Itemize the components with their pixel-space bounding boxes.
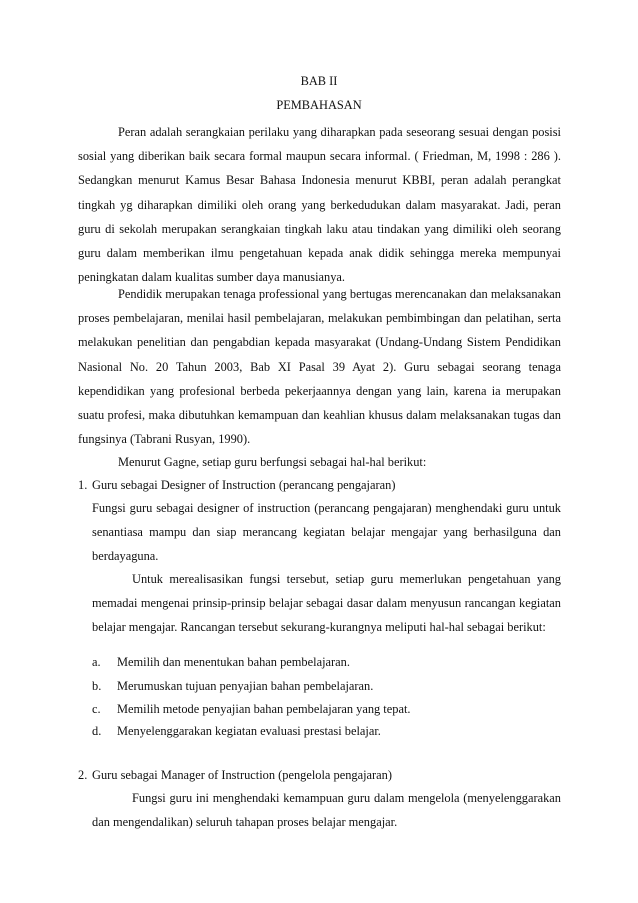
list-item-designer xyxy=(78,473,561,497)
paragraph-gagne-intro: Menurut Gagne, setiap guru berfungsi sebagai hal-hal berikut: xyxy=(118,455,427,469)
chapter-label: BAB II xyxy=(300,74,338,88)
sub-item-text: Menyelenggarakan kegiatan evaluasi prestasi belajar. xyxy=(117,724,381,738)
sub-item-letter: c. xyxy=(92,702,101,716)
sub-item-letter: a. xyxy=(92,655,101,669)
paragraph-designer-realization: Untuk merealisasikan fungsi tersebut, setiap guru memerlukan pengetahuan yang memadai mengenai prinsip-prinsip belajar sebagai dasar dalam menyusun rancangan kegiatan belajar mengajar. Rancangan tersebut sekurang-kurangnya meliputi hal-hal sebagai berikut: xyxy=(92,572,561,635)
list-title: Guru sebagai Designer of Instruction (perancang pengajaran) xyxy=(92,478,396,492)
sub-item-text: Memilih metode penyajian bahan pembelajaran yang tepat. xyxy=(117,702,411,716)
list-number: 2. xyxy=(78,768,88,782)
list-title: Guru sebagai Manager of Instruction (pengelola pengajaran) xyxy=(92,768,393,782)
sub-item-text: Memilih dan menentukan bahan pembelajaran. xyxy=(117,655,350,669)
sub-item-text: Merumuskan tujuan penyajian bahan pembelajaran. xyxy=(117,679,374,693)
sub-item-letter: b. xyxy=(92,679,102,693)
paragraph-manager-function: Fungsi guru ini menghendaki kemampuan guru dalam mengelola (menyelenggarakan dan mengendalikan) seluruh tahapan proses belajar mengajar. xyxy=(92,791,561,830)
paragraph-pendidik: Pendidik merupakan tenaga professional yang bertugas merencanakan dan melaksanakan proses pembelajaran, menilai hasil pembelajaran, melakukan pembimbingan dan pelatihan, serta melakukan penelitian dan pengabdian kepada masyarakat (Undang-Undang Sistem Pendidikan Nasional No. 20 Tahun 2003, Bab XI Pasal 39 Ayat 2). Guru sebagai seorang tenaga kependidikan yang profesional berbeda pekerjaannya dengan yang lain, karena ia merupakan suatu profesi, maka dibutuhkan kemampuan dan keahlian khusus dalam melaksanakan tugas dan fungsinya (Tabrani Rusyan, 1990). xyxy=(78,287,561,447)
sub-item-letter: d. xyxy=(92,724,102,738)
list-item-manager xyxy=(78,763,561,787)
list-number: 1. xyxy=(78,478,88,492)
paragraph-designer-function: Fungsi guru sebagai designer of instruction (perancang pengajaran) menghendaki guru untuk senantiasa mampu dan siap merancang kegiatan belajar mengajar yang berhasilguna dan berdayaguna. xyxy=(92,501,561,564)
paragraph-peran: Peran adalah serangkaian perilaku yang diharapkan pada seseorang sesuai dengan posisi sosial yang diberikan baik secara formal maupun secara informal. ( Friedman, M, 1998 : 286 ). Sedangkan menurut Kamus Besar Bahasa Indonesia menurut KBBI, peran adalah perangkat tingkah yg diharapkan dimiliki oleh orang yang berkedudukan dalam masyarakat. Jadi, peran guru di sekolah merupakan serangkaian tingkah laku atau tindakan yang dimiliki oleh seorang guru dalam memberikan ilmu pengetahuan kepada anak didik sehingga mereka mempunyai peningkatan dalam kualitas sumber daya manusianya. xyxy=(78,125,561,285)
section-heading: PEMBAHASAN xyxy=(276,98,362,112)
